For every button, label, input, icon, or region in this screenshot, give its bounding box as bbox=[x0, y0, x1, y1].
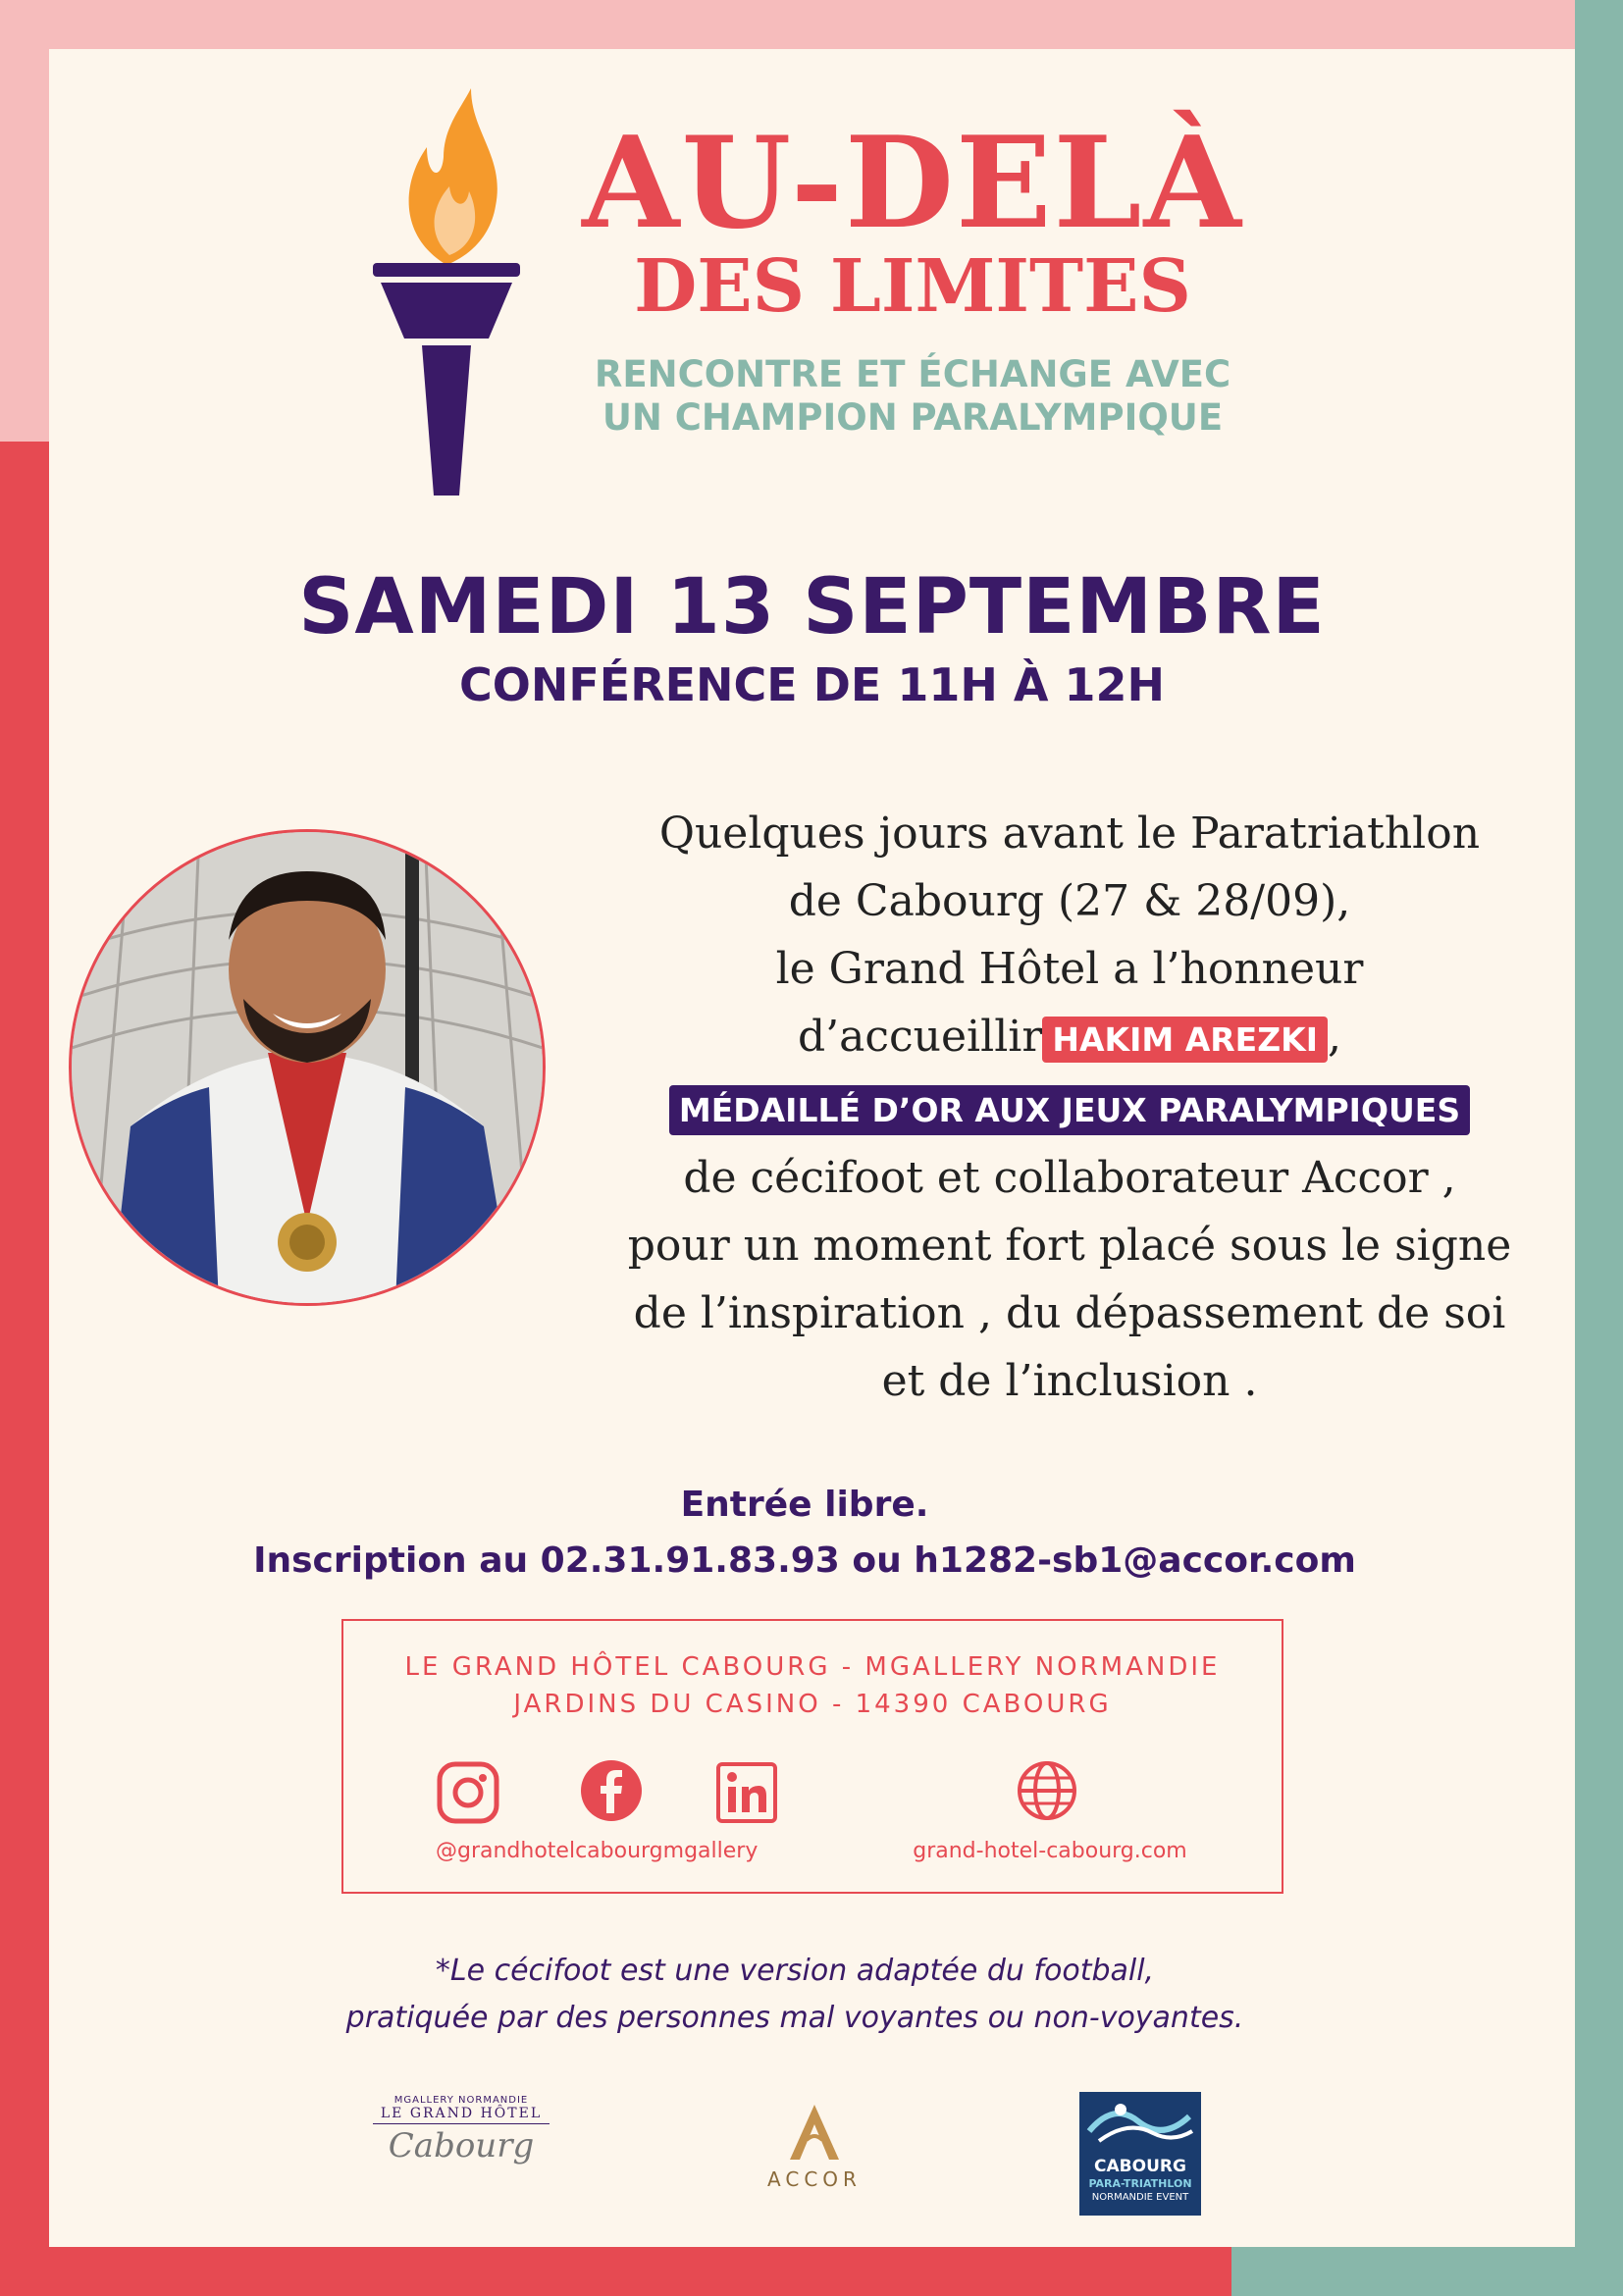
subtitle-line1: RENCONTRE ET ÉCHANGE AVEC bbox=[594, 353, 1231, 395]
description-line7: pour un moment fort placé sous le signe bbox=[627, 1221, 1512, 1271]
description-comma: , bbox=[1327, 1012, 1341, 1062]
frame-right-teal bbox=[1575, 0, 1623, 2296]
frame-left-coral bbox=[0, 442, 49, 2296]
frame-bottom-teal bbox=[1231, 2247, 1623, 2296]
accor-mark-icon bbox=[790, 2105, 839, 2160]
event-date: SAMEDI 13 SEPTEMBRE bbox=[298, 563, 1326, 652]
torch-icon bbox=[373, 88, 520, 500]
portrait-illustration bbox=[72, 832, 543, 1303]
description-line5 bbox=[599, 1073, 1541, 1144]
grand-hotel-logo bbox=[373, 2095, 550, 2203]
linkedin-icon[interactable] bbox=[714, 1760, 779, 1825]
title-line2: DES LIMITES bbox=[634, 244, 1191, 329]
venue-line2: JARDINS DU CASINO - 14390 CABOURG bbox=[513, 1690, 1112, 1719]
portrait-photo bbox=[69, 829, 546, 1306]
title-line1: AU-DELÀ bbox=[582, 110, 1243, 257]
poster bbox=[49, 49, 1575, 2247]
grand-hotel-logo-name: LE GRAND HÔTEL bbox=[373, 2106, 550, 2124]
triathlon-logo-line3: NORMANDIE EVENT bbox=[1091, 2192, 1189, 2203]
frame-left-pink bbox=[0, 0, 49, 442]
description-line6: de cécifoot et collaborateur Accor , bbox=[683, 1153, 1456, 1203]
accor-logo-text: ACCOR bbox=[767, 2167, 862, 2191]
subtitle-line2: UN CHAMPION PARALYMPIQUE bbox=[602, 396, 1224, 439]
globe-icon[interactable] bbox=[1015, 1758, 1079, 1823]
facebook-icon[interactable] bbox=[579, 1758, 644, 1823]
grand-hotel-logo-top: MGALLERY NORMANDIE bbox=[393, 2095, 529, 2106]
description-line3: le Grand Hôtel a l’honneur bbox=[775, 944, 1364, 994]
event-time: CONFÉRENCE DE 11H À 12H bbox=[458, 658, 1166, 711]
description-welcome: d’accueillir bbox=[798, 1012, 1043, 1062]
triathlon-wave-icon bbox=[1079, 2092, 1201, 2153]
registration-contact[interactable]: Inscription au 02.31.91.83.93 ou h1282-sb1@accor.com bbox=[253, 1540, 1356, 1581]
instagram-icon[interactable] bbox=[436, 1760, 500, 1825]
description-line8: de l’inspiration , du dépassement de soi bbox=[633, 1288, 1506, 1338]
description-line4 bbox=[599, 1003, 1541, 1073]
description bbox=[599, 800, 1541, 1415]
triathlon-logo-line2: PARA-TRIATHLON bbox=[1088, 2177, 1192, 2190]
medal-badge: MÉDAILLÉ D’OR AUX JEUX PARALYMPIQUES bbox=[669, 1085, 1470, 1135]
description-line2: de Cabourg (27 & 28/09), bbox=[788, 876, 1351, 926]
venue-box bbox=[341, 1619, 1283, 1894]
footnote-line2: pratiquée par des personnes mal voyantes ou non-voyantes. bbox=[345, 2001, 1244, 2035]
triathlon-logo-line1: CABOURG bbox=[1094, 2157, 1186, 2176]
description-line9: et de l’inclusion . bbox=[881, 1356, 1258, 1406]
footnote-line1: *Le cécifoot est une version adaptée du football, bbox=[435, 1954, 1155, 1988]
triathlon-logo bbox=[1079, 2092, 1201, 2216]
venue-line1: LE GRAND HÔTEL CABOURG - MGALLERY NORMANDIE bbox=[404, 1652, 1221, 1682]
description-line1: Quelques jours avant le Paratriathlon bbox=[658, 809, 1481, 859]
accor-logo bbox=[736, 2105, 893, 2213]
website-link[interactable]: grand-hotel-cabourg.com bbox=[913, 1839, 1187, 1863]
frame-top-pink bbox=[0, 0, 1575, 49]
speaker-name-badge: HAKIM AREZKI bbox=[1042, 1017, 1328, 1063]
grand-hotel-logo-script: Cabourg bbox=[388, 2126, 535, 2166]
entry-free: Entrée libre. bbox=[680, 1485, 929, 1525]
frame-bottom-coral bbox=[0, 2247, 1231, 2296]
social-handle[interactable]: @grandhotelcabourgmgallery bbox=[436, 1839, 759, 1863]
